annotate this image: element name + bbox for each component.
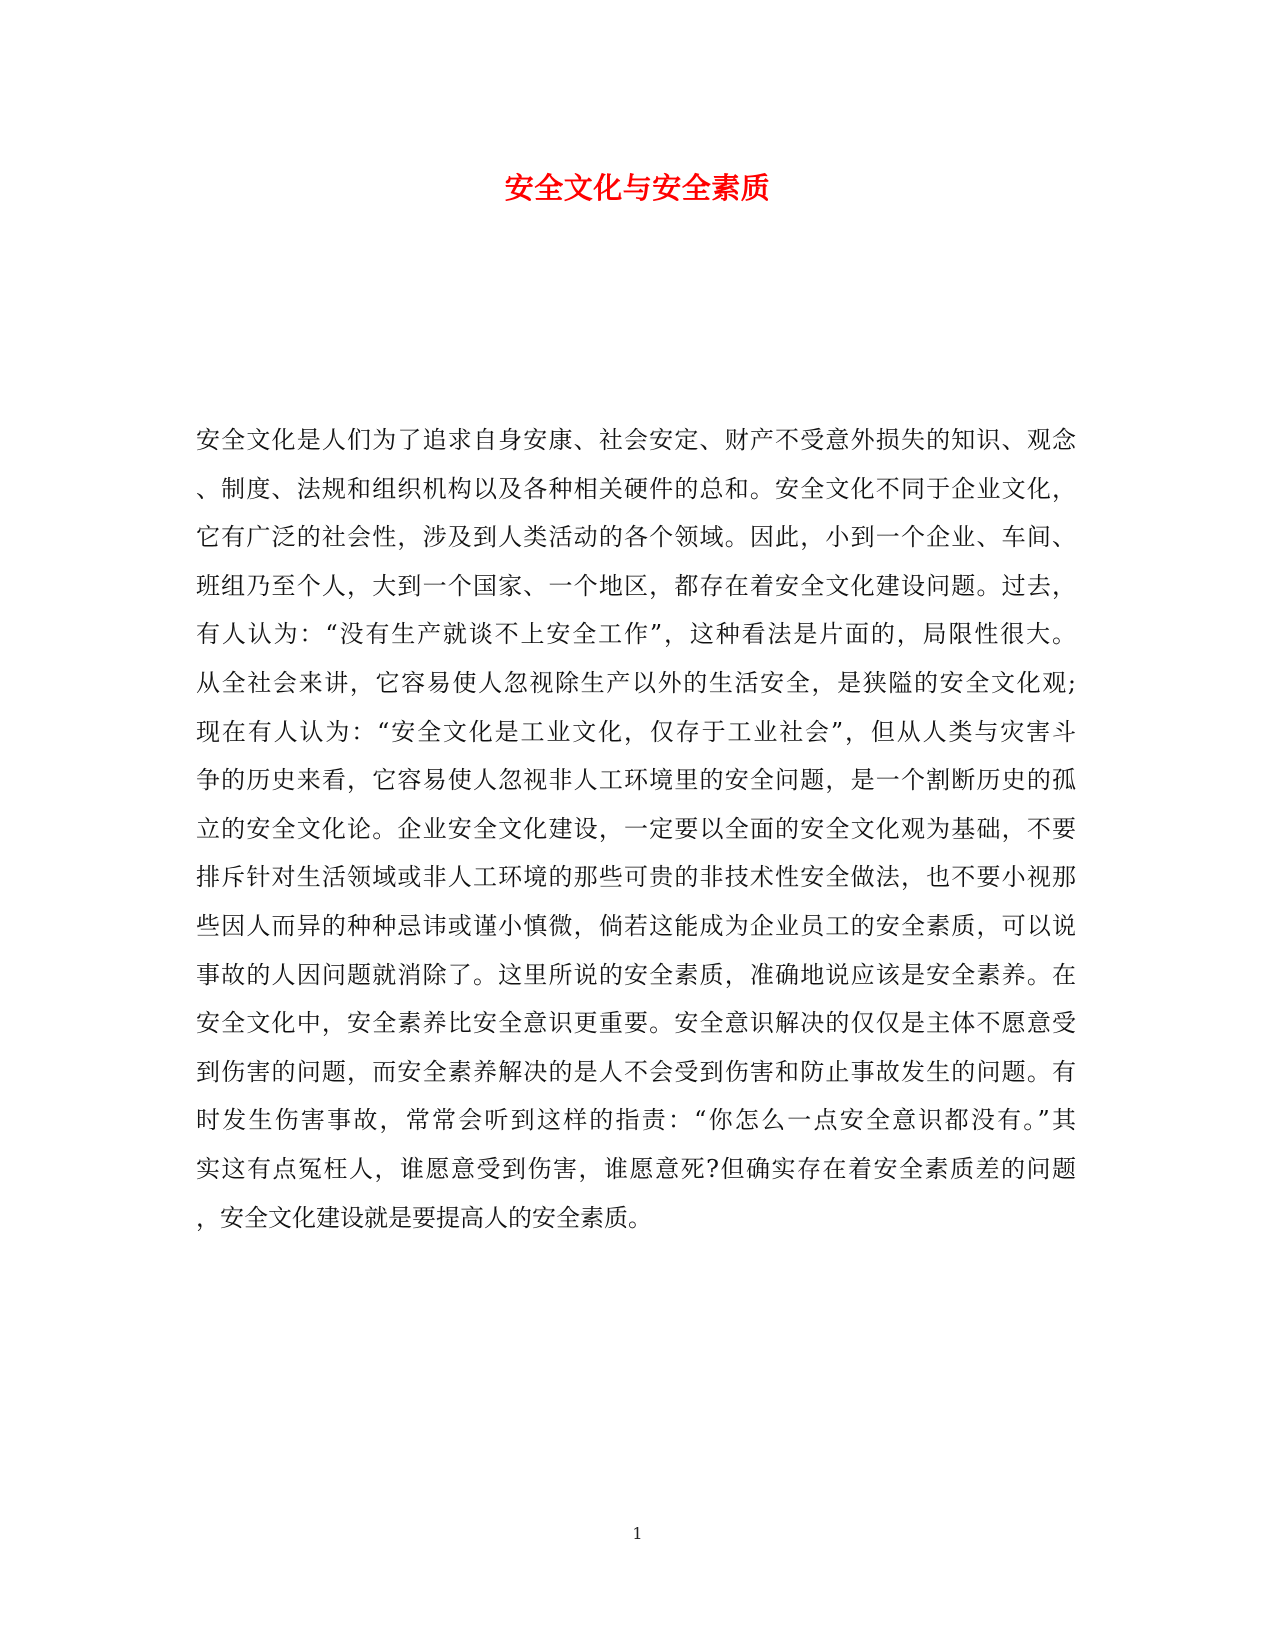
body-line: 、制度、法规和组织机构以及各种相关硬件的总和。安全文化不同于企业文化，	[196, 474, 1076, 503]
body-line: 现在有人认为：“安全文化是工业文化，仅存于工业社会”，但从人类与灾害斗	[196, 717, 1076, 746]
document-title: 安全文化与安全素质	[504, 171, 771, 205]
body-line: 有人认为：“没有生产就谈不上安全工作”，这种看法是片面的，局限性很大。	[196, 620, 1076, 649]
body-line: 时发生伤害事故，常常会听到这样的指责：“你怎么一点安全意识都没有。”其	[196, 1106, 1076, 1135]
body-line: 事故的人因问题就消除了。这里所说的安全素质，准确地说应该是安全素养。在	[196, 960, 1076, 989]
body-line: 到伤害的问题，而安全素养解决的是人不会受到伤害和防止事故发生的问题。有	[196, 1057, 1076, 1086]
body-line: 立的安全文化论。企业安全文化建设，一定要以全面的安全文化观为基础，不要	[196, 814, 1076, 843]
page-number: 1	[632, 1524, 643, 1543]
body-line: 排斥针对生活领域或非人工环境的那些可贵的非技术性安全做法，也不要小视那	[196, 863, 1076, 892]
body-line-last: ，安全文化建设就是要提高人的安全素质。	[196, 1203, 652, 1232]
body-line: 安全文化中，安全素养比安全意识更重要。安全意识解决的仅仅是主体不愿意受	[196, 1009, 1076, 1038]
body-line: 实这有点冤枉人，谁愿意受到伤害，谁愿意死?但确实存在着安全素质差的问题	[196, 1154, 1076, 1183]
body-line: 些因人而异的种种忌讳或谨小慎微，倘若这能成为企业员工的安全素质，可以说	[196, 911, 1076, 940]
body-line: 争的历史来看，它容易使人忽视非人工环境里的安全问题，是一个割断历史的孤	[196, 766, 1076, 795]
body-line: 安全文化是人们为了追求自身安康、社会安定、财产不受意外损失的知识、观念	[196, 426, 1076, 454]
body-line: 它有广泛的社会性，涉及到人类活动的各个领域。因此，小到一个企业、车间、	[196, 523, 1076, 552]
body-line: 班组乃至个人，大到一个国家、一个地区，都存在着安全文化建设问题。过去，	[196, 571, 1076, 600]
document-body	[196, 416, 1076, 1242]
body-line: 从全社会来讲，它容易使人忽视除生产以外的生活安全，是狭隘的安全文化观;	[196, 668, 1076, 697]
